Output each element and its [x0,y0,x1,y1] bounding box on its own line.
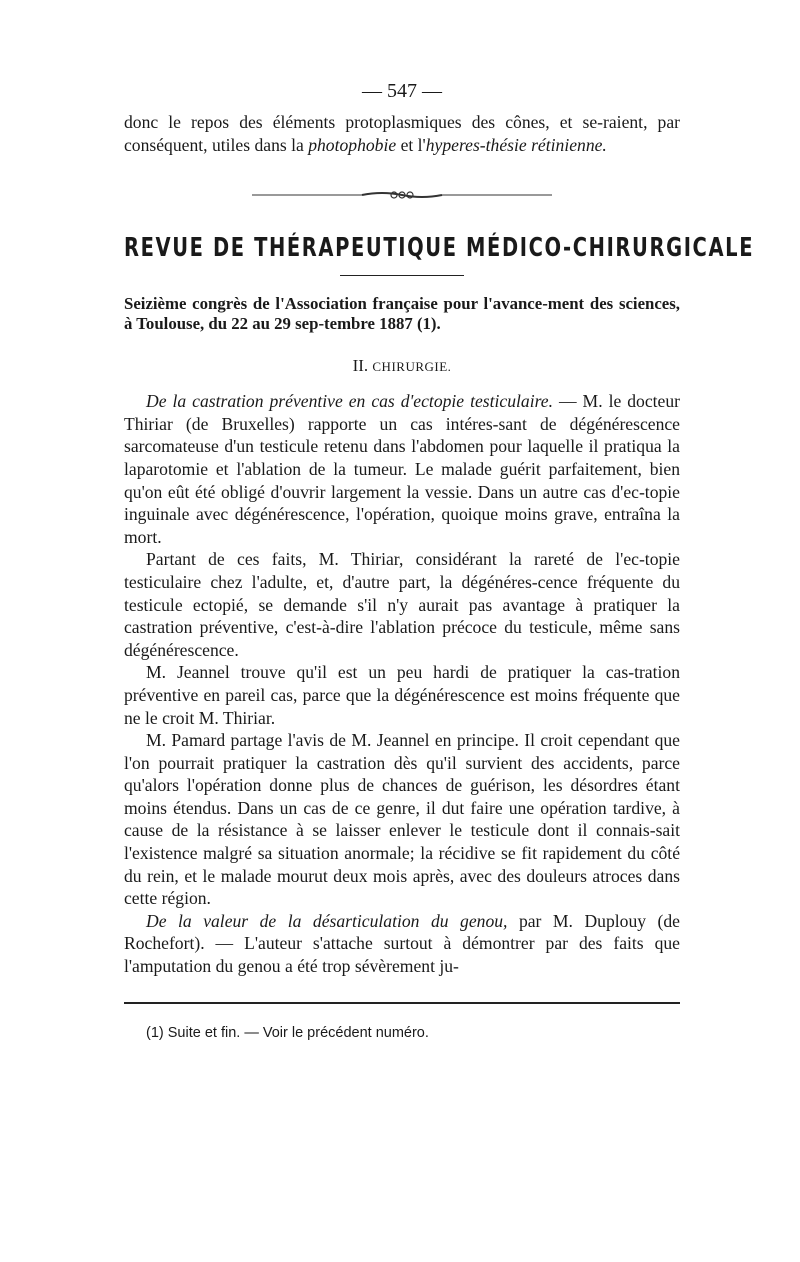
subheading-label: CHIRURGIE. [372,359,452,375]
subheading-number: II. [352,356,369,376]
footnote-rule [124,1002,680,1004]
page-content [124,80,755,1044]
title-rule [340,275,464,276]
article1-title: De la castration préventive en cas d'ectopie testiculaire. [146,391,553,412]
article1-paragraph-4: M. Pamard partage l'avis de M. Jeannel en principe. Il croit cependant que l'on pourrait pratiquer la castration dès qu'il survient des accidents, parce qu'alors l'opération donne plus de chances de guérison, les désordres étant moins étendus. Dans un cas de ce genre, il dut faire une opération tardive, à cause de la résistance à se laisser enlever le testicule dont il connais-sait l'existence malgré sa situation anormale; la récidive se fit rapidement du côté du rein, et le malade mourut deux mois après, avec des douleurs atroces dans cette région. [124,730,680,909]
article1-paragraph-3: M. Jeannel trouve qu'il est un peu hardi de pratiquer la cas-tration préventive en pareil cas, parce que la dégénérescence est moins fréquente que ne le croit M. Thiriar. [124,662,680,728]
intro-emphasis-2: hyperes-thésie rétinienne. [425,134,607,155]
page-number: — 547 — [362,80,442,102]
article2-title: De la valeur de la désarticulation du genou, [146,910,508,931]
congress-heading: Seizième congrès de l'Association française pour l'avance-ment des sciences, à Toulouse, du 22 au 29 sep-tembre 1887 (1). [124,294,680,334]
intro-text-2: et l' [396,134,426,155]
article1-paragraph-2: Partant de ces faits, M. Thiriar, considérant la rareté de l'ec-topie testiculaire chez l'adulte, et, d'autre part, la dégénéres-cence fréquente du testicule ectopié, se demande s'il n'y aurait pas avantage à pratiquer la castration préventive, c'est-à-dire l'ablation précoce du testicule, même sans dégénérescence. [124,549,680,660]
intro-text-1: donc le repos des éléments protoplasmiques des cônes, et se-raient, par conséquent, utiles dans la [124,112,680,155]
intro-paragraph [124,111,680,156]
footnote: (1) Suite et fin. — Voir le précédent numéro. [146,1024,429,1041]
ornament-divider [252,190,552,200]
article2-text: par M. Duplouy (de Rochefort). — L'auteur s'attache surtout à démontrer par des faits que l'amputation du genou a été trop sévèrement ju- [124,910,680,977]
subheading [124,356,680,376]
section-title: REVUE DE THÉRAPEUTIQUE MÉDICO-CHIRURGICALE [124,232,755,263]
article1-paragraph-1 [124,390,680,548]
intro-emphasis-1: photophobie [308,134,397,155]
article1-text-1: — M. le docteur Thiriar (de Bruxelles) rapporte un cas intéres-sant de dégénérescence sarcomateuse d'un testicule retenu dans l'abdomen pour laquelle il pratiqua la laparotomie et l'ablation de la tumeur. Le malade guérit parfaitement, bien qu'on eût été obligé d'ouvrir largement la vessie. Dans un autre cas d'ec-topie inguinale avec dégénérescence, l'opération, quoique moins grave, entraîna la mort. [124,391,681,547]
article2-paragraph [124,910,680,978]
